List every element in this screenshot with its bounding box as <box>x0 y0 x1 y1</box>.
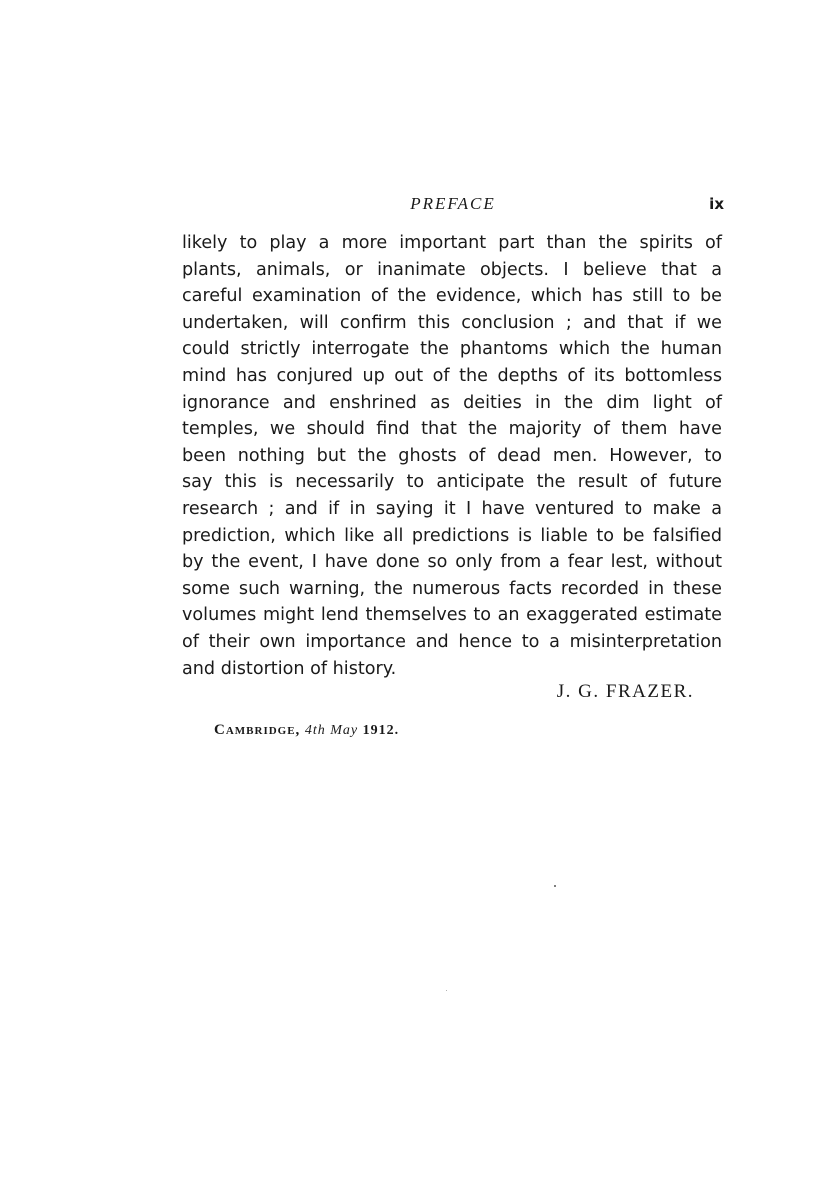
text-line: undertaken, will confirm this conclusion ; and that if we <box>182 312 722 333</box>
preface-paragraph <box>182 230 722 682</box>
page-number: ix <box>709 195 724 213</box>
text-line: volumes might lend themselves to an exaggerated estimate <box>182 605 722 626</box>
text-line: some such warning, the numerous facts recorded in these <box>182 578 722 599</box>
dateline-place: Cambridge, <box>214 722 301 738</box>
text-line: plants, animals, or inanimate objects. I believe that a <box>182 259 722 280</box>
text-line: prediction, which like all predictions is liable to be falsified <box>182 525 722 546</box>
text-line: by the event, I have done so only from a fear lest, without <box>182 552 722 573</box>
scan-speck <box>446 990 447 991</box>
text-line: could strictly interrogate the phantoms which the human <box>182 339 722 360</box>
running-title: PREFACE <box>410 194 496 213</box>
author-signature: J. G. FRAZER. <box>556 681 694 702</box>
text-line: say this is necessarily to anticipate the result of future <box>182 472 722 493</box>
text-line: been nothing but the ghosts of dead men. However, to <box>182 445 722 466</box>
dateline-day: 4th May <box>304 723 359 738</box>
text-line: of their own importance and hence to a misinterpretation <box>182 631 722 652</box>
text-line: and distortion of history. <box>182 658 397 679</box>
text-line: likely to play a more important part than the spirits of <box>182 233 722 253</box>
text-line: temples, we should find that the majority of them have <box>182 419 722 440</box>
dateline <box>214 722 399 739</box>
running-head <box>182 194 724 218</box>
text-line: ignorance and enshrined as deities in the dim light of <box>182 392 722 413</box>
text-line: research ; and if in saying it I have ventured to make a <box>182 498 722 519</box>
text-line: mind has conjured up out of the depths of its bottomless <box>182 365 722 386</box>
dateline-year: 1912. <box>362 723 400 738</box>
text-line: careful examination of the evidence, which has still to be <box>182 286 722 307</box>
scan-speck <box>554 885 556 887</box>
